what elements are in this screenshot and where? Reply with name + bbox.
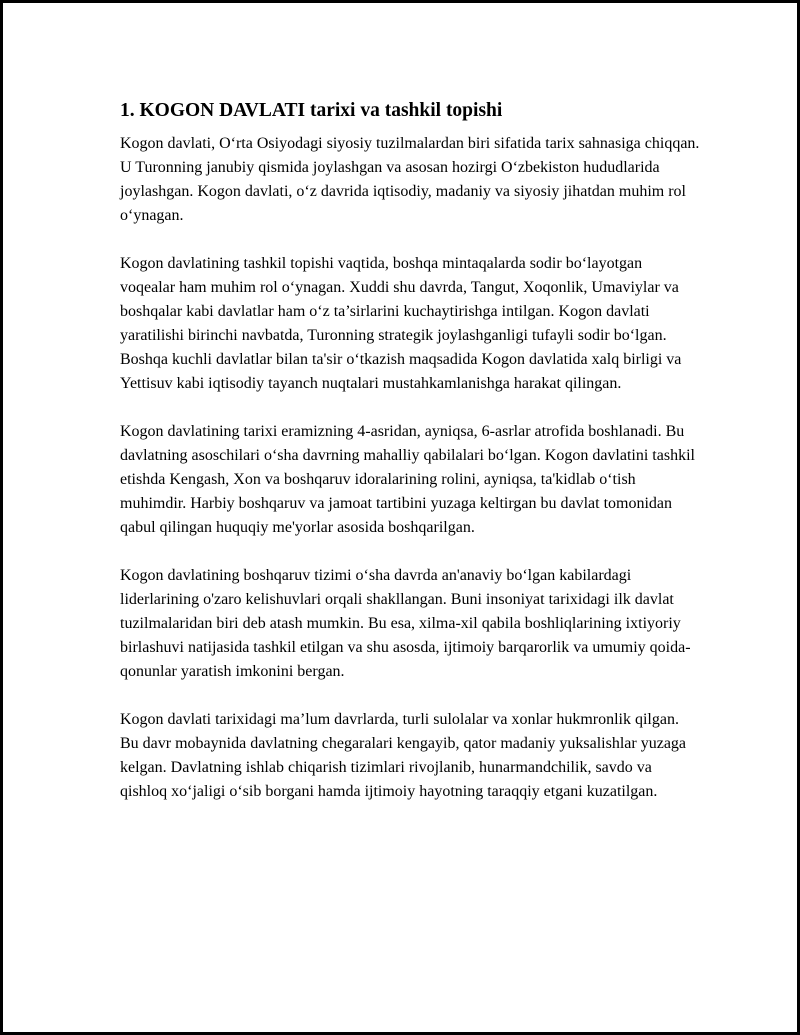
paragraph-5: Kogon davlati tarixidagi ma’lum davrlarda, turli sulolalar va xonlar hukmronlik qilgan. Bu davr mobaynida davlatning chegaralari kengayib, qator madaniy yuksalishlar yuzaga kelgan. Davlatning ishlab chiqarish tizimlari rivojlanib, hunarmandchilik, savdo va qishloq xo‘jaligi o‘sib borgani hamda ijtimoiy hayotning taraqqiy etgani kuzatilgan.: [120, 711, 687, 800]
document-title: 1. KOGON DAVLATI tarixi va tashkil topishi: [120, 100, 503, 121]
paragraph-4: Kogon davlatining boshqaruv tizimi o‘sha davrda an'anaviy bo‘lgan kabilardagi liderlarining o'zaro kelishuvlari orqali shakllangan. Buni insoniyat tarixidagi ilk davlat tuzilmalaridan biri deb atash mumkin. Bu esa, xilma-xil qabila boshliqlarining ixtiyoriy birlashuvi natijasida tashkil etilgan va shu asosda, ijtimoiy barqarorlik va umumiy qoida-qonunlar yaratish imkonini bergan.: [120, 567, 691, 680]
paragraph-3: Kogon davlatining tarixi eramizning 4-asridan, ayniqsa, 6-asrlar atrofida boshlanadi. Bu davlatning asoschilari o‘sha davrning mahalliy qabilalari bo‘lgan. Kogon davlatini tashkil etishda Kengash, Xon va boshqaruv idoralarining rolini, ayniqsa, ta'kidlab o‘tish muhimdir. Harbiy boshqaruv va jamoat tartibini yuzaga keltirgan bu davlat tomonidan qabul qilingan huquqiy me'yorlar asosida boshqarilgan.: [120, 423, 695, 536]
paragraph-1: Kogon davlati, O‘rta Osiyodagi siyosiy tuzilmalardan biri sifatida tarix sahnasiga chiqqan. U Turonning janubiy qismida joylashgan va asosan hozirgi O‘zbekiston hududlarida joylashgan. Kogon davlati, o‘z davrida iqtisodiy, madaniy va siyosiy jihatdan muhim rol o‘ynagan.: [120, 135, 700, 224]
paragraph-2: Kogon davlatining tashkil topishi vaqtida, boshqa mintaqalarda sodir bo‘layotgan voqealar ham muhim rol o‘ynagan. Xuddi shu davrda, Tangut, Xoqonlik, Umaviylar va boshqalar kabi davlatlar ham o‘z ta’sirlarini kuchaytirishga intilgan. Kogon davlati yaratilishi birinchi navbatda, Turonning strategik joylashganligi tufayli sodir bo‘lgan. Boshqa kuchli davlatlar bilan ta'sir o‘tkazish maqsadida Kogon davlatida xalq birligi va Yettisuv kabi iqtisodiy tayanch nuqtalari mustahkamlanishga harakat qilingan.: [120, 255, 682, 392]
document-body: [120, 98, 700, 828]
